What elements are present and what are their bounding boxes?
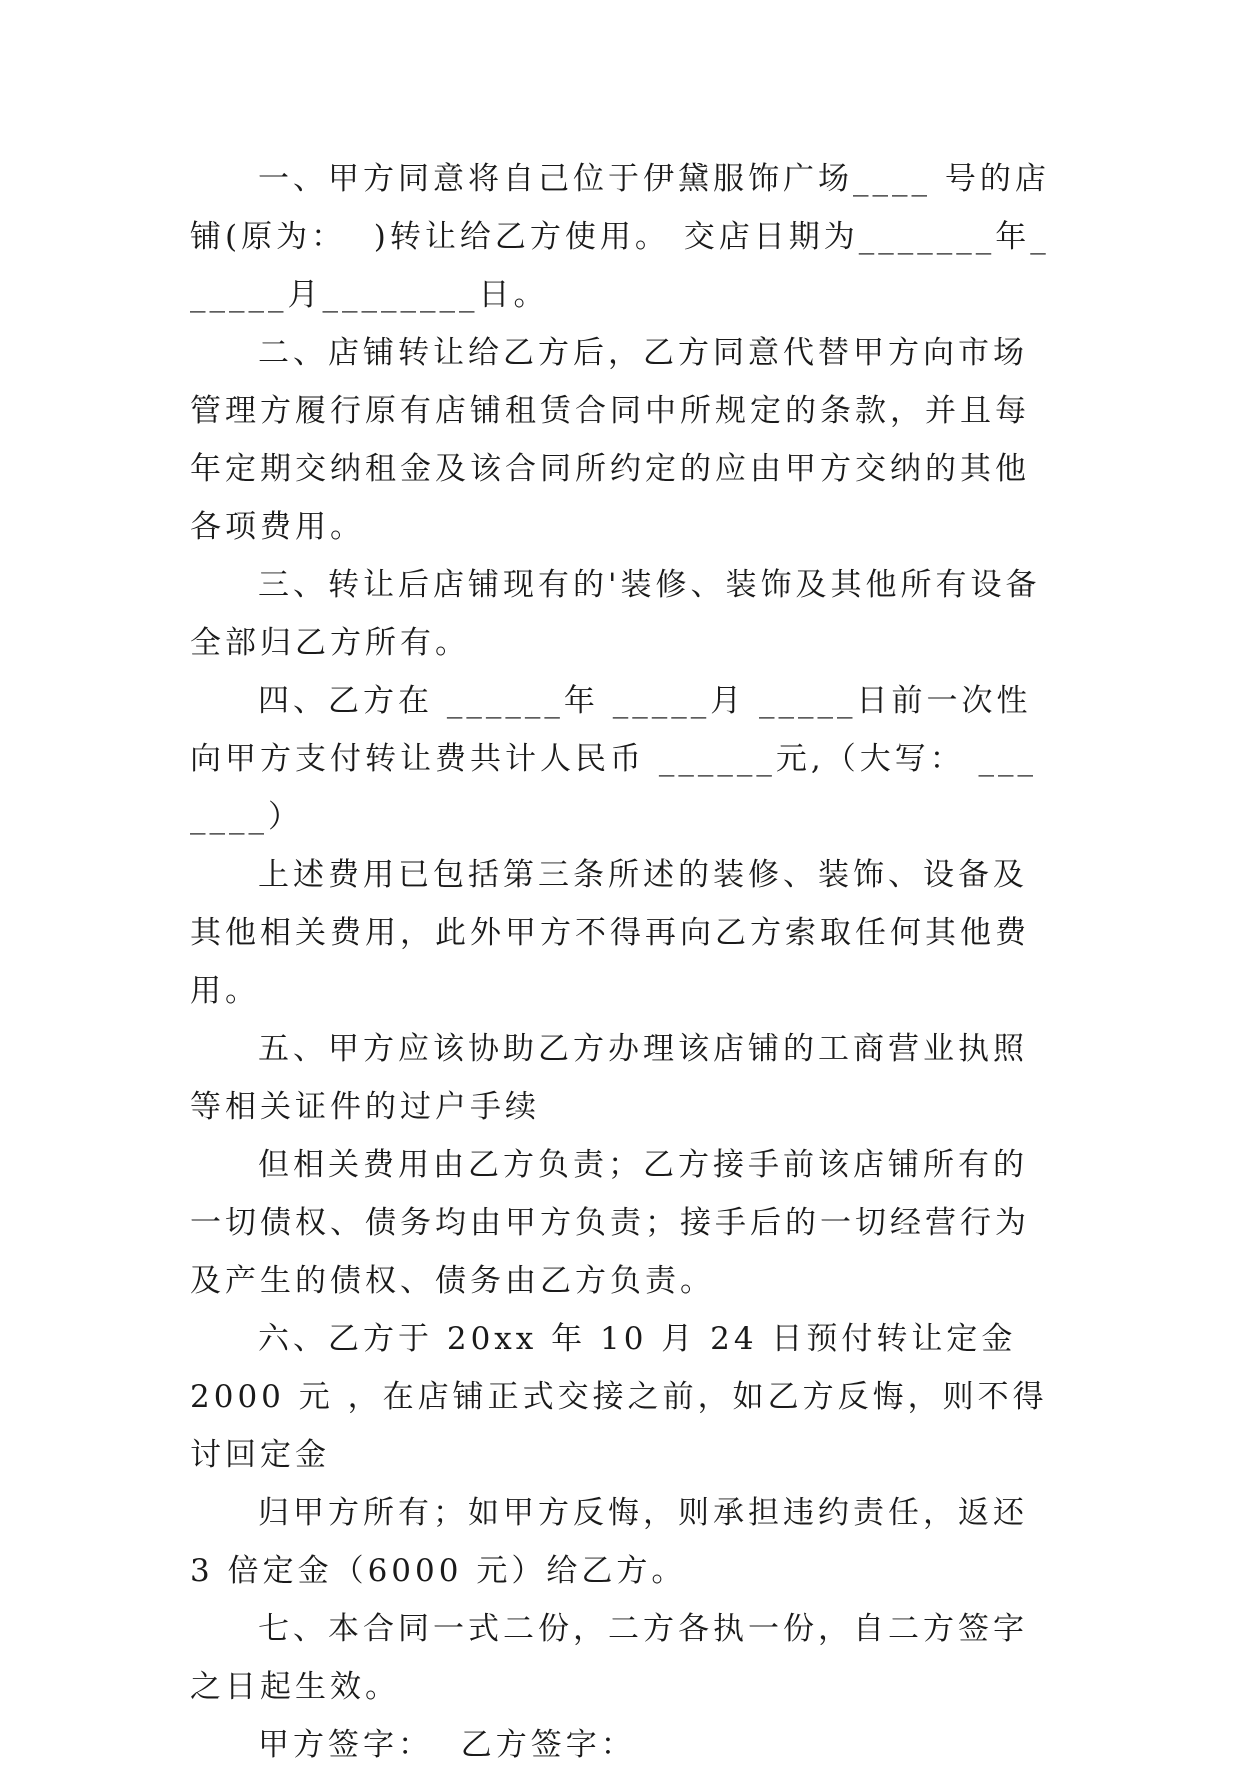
clause-6-paragraph: 六、乙方于 20xx 年 10 月 24 日预付转让定金 2000 元 ，在店铺正式交接之前，如乙方反悔，则不得讨回定金 [190,1321,1048,1473]
clause-7-paragraph: 七、本合同一式二份，二方各执一份，自二方签字之日起生效。 [190,1611,1028,1705]
clause-4-note-paragraph: 上述费用已包括第三条所述的装修、装饰、设备及其他相关费用，此外甲方不得再向乙方索取任何其他费用。 [190,857,1030,1009]
clause-1-paragraph: 一、甲方同意将自己位于伊黛服饰广场____ 号的店铺(原为： )转让给乙方使用。 交店日期为_______年______月________日。 [190,161,1050,313]
clause-4-paragraph: 四、乙方在 ______年 _____月 _____日前一次性向甲方支付转让费共计人民币 ______元,（大写： _______） [190,683,1038,835]
signature-line: 甲方签字： 乙方签字： [258,1727,636,1763]
clause-2-paragraph: 二、店铺转让给乙方后，乙方同意代替甲方向市场管理方履行原有店铺租赁合同中所规定的条款，并且每年定期交纳租金及该合同所约定的应由甲方交纳的其他各项费用。 [190,335,1030,545]
clause-5-note-paragraph: 但相关费用由乙方负责；乙方接手前该店铺所有的一切债权、债务均由甲方负责；接手后的一切经营行为及产生的债权、债务由乙方负责。 [190,1147,1030,1299]
clause-6-note-paragraph: 归甲方所有；如甲方反悔，则承担违约责任，返还 3 倍定金（6000 元）给乙方。 [190,1495,1042,1589]
clause-5-paragraph: 五、甲方应该协助乙方办理该店铺的工商营业执照等相关证件的过户手续 [190,1031,1028,1125]
contract-body [190,150,1050,1774]
clause-3-paragraph: 三、转让后店铺现有的'装修、装饰及其他所有设备全部归乙方所有。 [190,567,1041,661]
